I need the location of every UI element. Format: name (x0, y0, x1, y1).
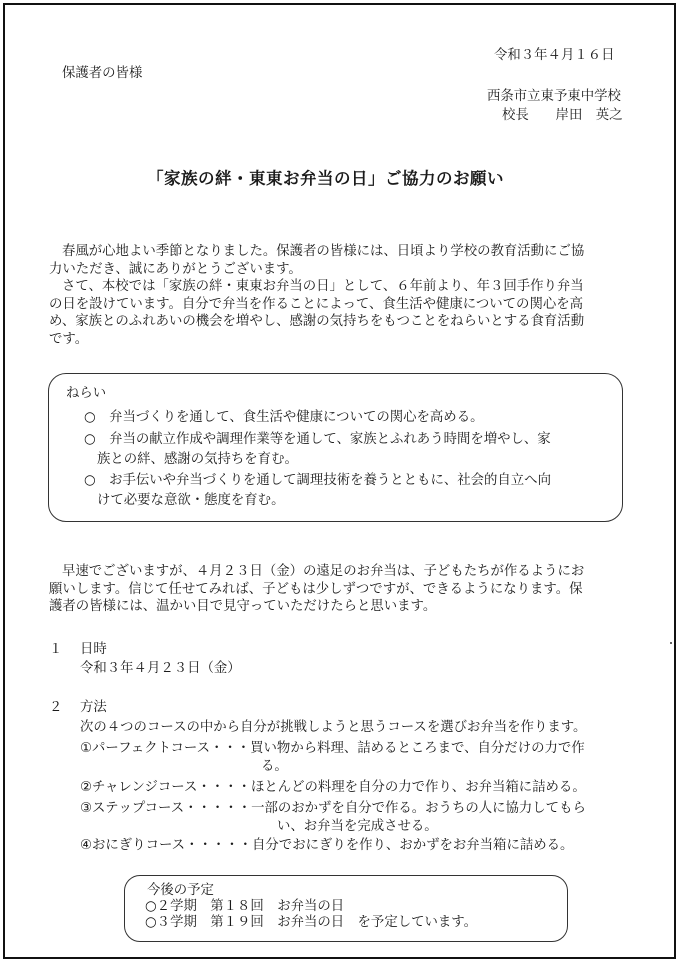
course-perfect: ①パーフェクトコース・・・買い物から料理、詰めるところまで、自分だけの力で作 (80, 741, 585, 756)
addressee: 保護者の皆様 (62, 66, 143, 81)
course-onigiri: ④おにぎりコース・・・・・自分でおにぎりを作り、おかずをお弁当箱に詰める。 (80, 838, 574, 853)
principal-name: 校長 岸田 英之 (502, 108, 623, 123)
course-perfect-continued: る。 (261, 759, 288, 774)
intro-paragraph (49, 243, 649, 349)
aims-item: ○ 弁当づくりを通して、食生活や健康についての関心を高める。 (84, 410, 484, 425)
method-lead: 次の４つのコースの中から自分が挑戦しようと思うコースを選びお弁当を作ります。 (80, 720, 587, 735)
aims-heading: ねらい (66, 386, 107, 401)
request-paragraph (49, 563, 649, 616)
section2-number: ２ (49, 700, 63, 715)
request-line: 願いします。信じて任せてみれば、子どもは少しずつですが、できるようになります。保 (49, 581, 583, 597)
course-step: ③ステップコース・・・・・一部のおかずを自分で作る。おうちの人に協力してもら (80, 801, 586, 816)
course-step-continued: い、お弁当を完成させる。 (277, 819, 438, 834)
intro-line: 春風が心地よい季節となりました。保護者の皆様には、日頃より学校の教育活動にご協 (62, 244, 585, 259)
document-page (3, 3, 676, 959)
aims-item-continued: 族との絆、感謝の気持ちを育む。 (97, 452, 298, 467)
section2-heading: 方法 (80, 700, 107, 715)
aims-item: ○ お手伝いや弁当づくりを通して調理技術を養うとともに、社会的自立へ向 (84, 473, 551, 488)
request-line: 護者の皆様には、温かい目で見守っていただけたらと思います。 (49, 599, 437, 615)
intro-line: 力いただき、誠にありがとうございます。 (49, 261, 302, 277)
intro-line: さて、本校では「家族の絆・東東お弁当の日」として、６年前より、年３回手作り弁当 (62, 279, 584, 295)
section1-number: １ (49, 642, 63, 657)
aims-item: ○ 弁当の献立作成や調理作業等を通して、家族とふれあう時間を増やし、家 (84, 432, 551, 447)
aims-item-continued: けて必要な意欲・態度を育む。 (97, 493, 285, 508)
intro-line: の日を設けています。自分で弁当を作ることによって、食生活や健康についての関心を高 (49, 296, 584, 312)
schedule-item: ○３学期 第１９回 お弁当の日 を予定しています。 (145, 915, 477, 930)
request-line: 早速でございますが、４月２３日（金）の遠足のお弁当は、子どもたちが作るようにお (62, 564, 585, 579)
letter-date: 令和３年４月１６日 (494, 48, 615, 63)
event-date: 令和３年４月２３日（金） (80, 661, 241, 676)
course-challenge: ②チャレンジコース・・・・ほとんどの料理を自分の力で作り、お弁当箱に詰める。 (80, 780, 586, 795)
intro-line: です。 (49, 331, 89, 347)
schedule-item: ○２学期 第１８回 お弁当の日 (145, 899, 345, 914)
schedule-heading: 今後の予定 (147, 883, 214, 898)
school-name: 西条市立東予東中学校 (487, 89, 621, 104)
scan-speck (670, 642, 672, 644)
document-title: 「家族の絆・東東お弁当の日」ご協力のお願い (147, 169, 504, 188)
section1-heading: 日時 (80, 642, 107, 657)
intro-line: め、家族とのふれあいの機会を増やし、感謝の気持ちをもつことをねらいとする食育活動 (49, 314, 585, 330)
